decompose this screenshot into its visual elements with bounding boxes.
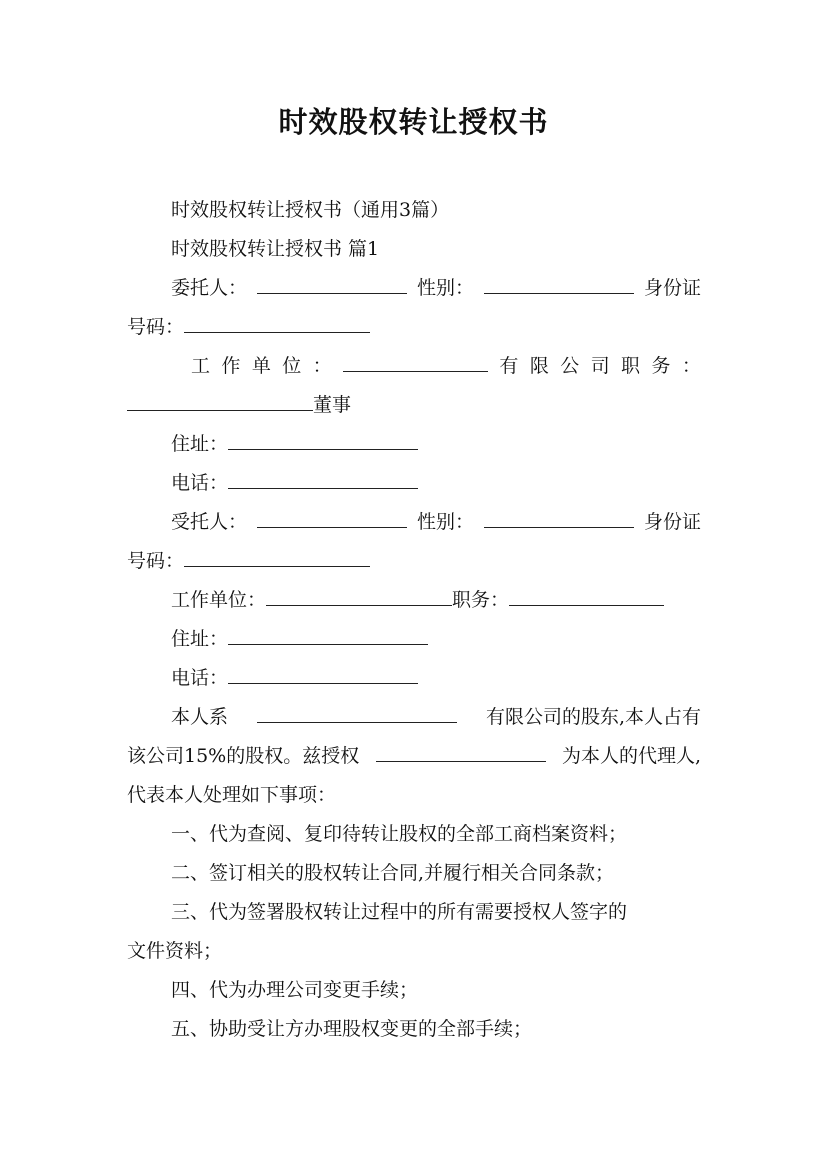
agent-line-1 (127, 503, 701, 542)
body-p2-prefix: 该公司15%的股权。兹授权 (127, 745, 360, 767)
company-char: 司 (590, 355, 610, 377)
principal-gender-blank (484, 273, 634, 294)
principal-company-blank (343, 351, 488, 372)
principal-id-blank (184, 312, 370, 333)
agent-gender-label: 性别： (416, 511, 474, 533)
principal-line-1 (127, 269, 701, 308)
work-char: 工 (191, 355, 211, 377)
agent-address-line (127, 620, 701, 659)
principal-id-label: 身份证 (643, 277, 701, 299)
agent-address-blank (228, 624, 428, 645)
principal-id-label-cont: 号码： (127, 316, 185, 338)
company-char: ： (681, 355, 701, 377)
agent-id-label-cont: 号码： (127, 550, 185, 572)
principal-address-blank (228, 429, 418, 450)
agent-position-blank (509, 585, 664, 606)
list-item-3: 三、代为签署股权转让过程中的所有需要授权人签字的 (171, 901, 628, 923)
work-char: ： (312, 355, 332, 377)
work-char: 作 (221, 355, 241, 377)
body-line-1 (127, 698, 701, 737)
principal-work-line (127, 347, 701, 386)
agent-phone-line (127, 659, 701, 698)
agent-work-blank (266, 585, 452, 606)
company-char: 有 (499, 355, 519, 377)
company-char: 限 (529, 355, 549, 377)
principal-name-blank (257, 273, 407, 294)
agent-id-label: 身份证 (643, 511, 701, 533)
agent-position-label: 职务： (452, 589, 510, 611)
section-heading: 时效股权转让授权书 篇1 (171, 238, 380, 260)
principal-phone-line (127, 464, 701, 503)
body-line-2 (127, 737, 701, 776)
work-char: 单 (251, 355, 271, 377)
work-char: 位 (282, 355, 302, 377)
company-char: 职 (621, 355, 641, 377)
shareholder-company-blank (257, 702, 457, 723)
body-p2-suffix: 为本人的代理人, (561, 745, 701, 767)
principal-address-line (127, 425, 701, 464)
list-item-2: 二、签订相关的股权转让合同,并履行相关合同条款； (171, 862, 615, 884)
agent-work-line (127, 581, 701, 620)
principal-gender-label: 性别： (416, 277, 474, 299)
principal-phone-label: 电话： (171, 472, 229, 494)
principal-line-2 (127, 308, 701, 347)
principal-position-blank (127, 390, 313, 411)
agent-work-label: 工作单位： (171, 589, 267, 611)
body-p1-suffix: 有限公司的股东,本人占有 (485, 706, 701, 728)
agent-phone-label: 电话： (171, 667, 229, 689)
list-item-1: 一、代为查阅、复印待转让股权的全部工商档案资料； (171, 823, 628, 845)
agent-address-label: 住址： (171, 628, 229, 650)
agent-label: 受托人： (171, 511, 248, 533)
agent-name-blank (257, 507, 407, 528)
principal-phone-blank (228, 468, 418, 489)
list-item-5: 五、协助受让方办理股权变更的全部手续； (171, 1018, 533, 1040)
agent-line-2 (127, 542, 701, 581)
body-line-3: 代表本人处理如下事项： (127, 784, 337, 806)
agent-id-blank (184, 546, 370, 567)
principal-position-line (127, 386, 701, 425)
agent-phone-blank (228, 663, 418, 684)
body-p1-prefix: 本人系 (171, 706, 229, 728)
agent-authorized-blank (376, 741, 546, 762)
document-title: 时效股权转让授权书 (278, 105, 549, 139)
agent-gender-blank (484, 507, 634, 528)
list-item-3-cont: 文件资料； (127, 940, 223, 962)
principal-position-value: 董事 (313, 394, 352, 416)
principal-address-label: 住址： (171, 433, 229, 455)
list-item-4: 四、代为办理公司变更手续； (171, 979, 419, 1001)
company-char: 公 (560, 355, 580, 377)
company-char: 务 (651, 355, 671, 377)
document-subtitle: 时效股权转让授权书（通用3篇） (171, 199, 450, 221)
principal-label: 委托人： (171, 277, 248, 299)
